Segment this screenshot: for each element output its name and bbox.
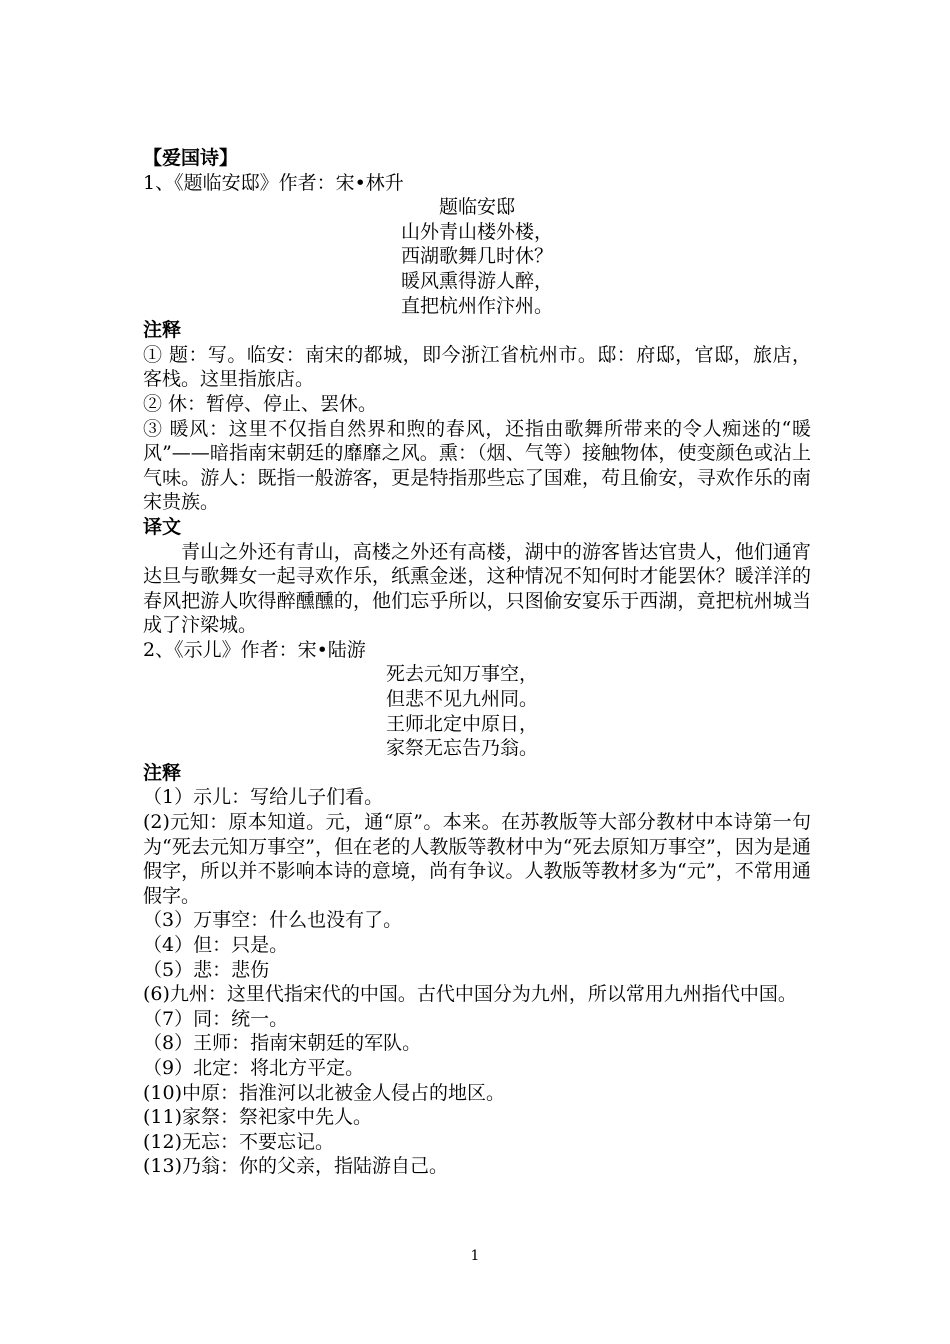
poem2-note: (2)元知：原本知道。元，通“原”。本来。在苏教版等大部分教材中本诗第一句为“死去元知万事空”，但在老的人教版等教材中为“死去原知万事空”，因为是通假字，所以并不影响本诗的意境，尚有争议。人教版等教材多为“元”，不常用通假字。 bbox=[143, 811, 811, 907]
poem1-note: ② 休：暂停、停止、罢休。 bbox=[143, 392, 378, 415]
poem2-line: 死去元知万事空， bbox=[386, 663, 539, 686]
poem2-note: (6)九州：这里代指宋代的中国。古代中国分为九州，所以常用九州指代中国。 bbox=[143, 983, 797, 1006]
poem2-note: （7）同：统一。 bbox=[143, 1007, 289, 1030]
poem1-notes-heading: 注释 bbox=[143, 319, 182, 342]
poem2-note: (12)无忘：不要忘记。 bbox=[143, 1130, 335, 1153]
poem2-note: （1）示儿：写给儿子们看。 bbox=[143, 786, 384, 809]
poem2-note: (13)乃翁：你的父亲，指陆游自己。 bbox=[143, 1155, 449, 1178]
page-number: 1 bbox=[470, 1248, 480, 1264]
poem2-note: （4）但：只是。 bbox=[143, 934, 289, 956]
poem2-note: （3）万事空：什么也没有了。 bbox=[143, 909, 403, 932]
poem1-note: ① 题：写。临安：南宋的都城，即今浙江省杭州市。邸：府邸，官邸，旅店，客栈。这里指旅店。 bbox=[143, 343, 811, 391]
poem2-header: 2、《示儿》作者：宋•陆游 bbox=[143, 638, 366, 661]
poem2-line: 但悲不见九州同。 bbox=[386, 688, 539, 711]
poem2-notes-heading: 注释 bbox=[143, 761, 182, 784]
poem1-line: 山外青山楼外楼， bbox=[400, 220, 553, 243]
poem1-note: ③ 暖风：这里不仅指自然界和煦的春风，还指由歌舞所带来的令人痴迷的“暖风”——暗指南宋朝廷的靡靡之风。熏：（烟、气等）接触物体，使变颜色或沾上气味。游人：既指一般游客，更是特指那些忘了国难，苟且偷安，寻欢作乐的南宋贵族。 bbox=[143, 417, 811, 514]
poem1-translation: 青山之外还有青山，高楼之外还有高楼，湖中的游客皆达官贵人，他们通宵达旦与歌舞女一起寻欢作乐，纸熏金迷，这种情况不知何时才能罢休？暖洋洋的春风把游人吹得醉醺醺的，他们忘乎所以，只图偷安宴乐于西湖，竟把杭州城当成了汴梁城。 bbox=[143, 540, 811, 637]
poem1-line: 暖风熏得游人醉， bbox=[400, 269, 553, 292]
poem1-line: 西湖歌舞几时休？ bbox=[400, 245, 553, 268]
poem2-line: 王师北定中原日， bbox=[386, 712, 539, 735]
poem2-note: （8）王师：指南宋朝廷的军队。 bbox=[143, 1032, 422, 1055]
poem2-note: （9）北定：将北方平定。 bbox=[143, 1056, 365, 1079]
poem1-header: 1、《题临安邸》作者：宋•林升 bbox=[143, 171, 404, 194]
poem1-line: 直把杭州作汴州。 bbox=[400, 294, 553, 317]
section-title: 【爱国诗】 bbox=[143, 147, 239, 169]
poem2-note: （5）悲：悲伤 bbox=[143, 958, 270, 981]
poem1-translation-heading: 译文 bbox=[143, 515, 182, 538]
poem1-title: 题临安邸 bbox=[438, 196, 515, 219]
poem2-note: (11)家祭：祭祀家中先人。 bbox=[143, 1106, 373, 1129]
poem2-note: (10)中原：指淮河以北被金人侵占的地区。 bbox=[143, 1081, 506, 1104]
poem2-line: 家祭无忘告乃翁。 bbox=[386, 737, 539, 760]
document-body bbox=[143, 146, 811, 1179]
